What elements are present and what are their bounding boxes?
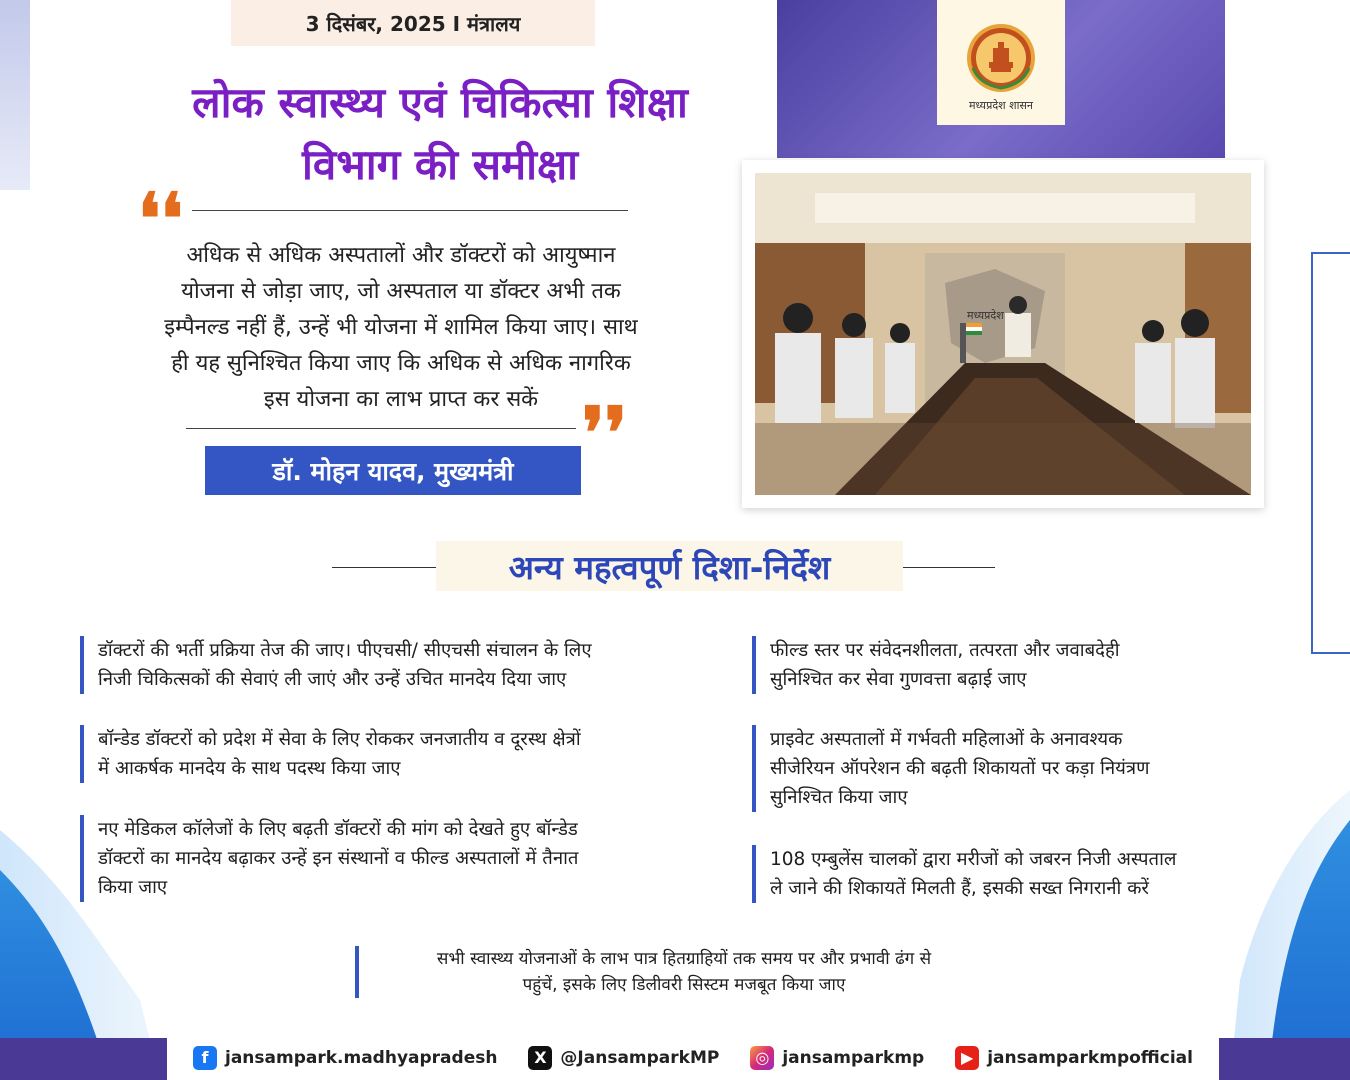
facebook-link[interactable] <box>193 1046 497 1070</box>
directive-line: प्राइवेट अस्पतालों में गर्भवती महिलाओं के अनावश्यक <box>770 729 1123 750</box>
divider <box>192 210 628 211</box>
decor-right-frame <box>1311 252 1350 654</box>
logo-caption: मध्यप्रदेश शासन <box>968 99 1034 112</box>
directive-line: सभी स्वास्थ्य योजनाओं के लाभ पात्र हितग्राहियों तक समय पर और प्रभावी ढंग से <box>436 949 932 969</box>
social-footer <box>167 1035 1219 1080</box>
facebook-handle: jansampark.madhyapradesh <box>225 1047 498 1068</box>
decor-left-strip <box>0 0 30 190</box>
meeting-photo-frame <box>742 160 1264 508</box>
x-icon: X <box>528 1046 552 1070</box>
youtube-icon: ▶ <box>955 1046 979 1070</box>
title-line-1: लोक स्वास्थ्य एवं चिकित्सा शिक्षा <box>192 78 688 127</box>
quote-line: अधिक से अधिक अस्पतालों और डॉक्टरों को आयुष्मान <box>186 243 616 268</box>
x-handle: @JansamparkMP <box>560 1047 720 1068</box>
divider <box>332 567 436 568</box>
x-link[interactable] <box>528 1046 719 1070</box>
facebook-icon: f <box>193 1046 217 1070</box>
directive-line: फील्ड स्तर पर संवेदनशीलता, तत्परता और जवाबदेही <box>770 640 1120 661</box>
quote-line: योजना से जोड़ा जाए, जो अस्पताल या डॉक्टर अभी तक <box>181 279 621 304</box>
government-logo <box>937 0 1065 125</box>
directive-item <box>752 845 1312 903</box>
quote-line: इम्पैनल्ड नहीं हैं, उन्हें भी योजना में शामिल किया जाए। साथ <box>164 315 638 340</box>
speaker-badge: डॉ. मोहन यादव, मुख्यमंत्री <box>205 446 581 495</box>
date-label: 3 दिसंबर, 2025 I मंत्रालय <box>231 0 595 46</box>
quote-open-icon: ❛❛ <box>138 177 184 260</box>
directive-line: सीजेरियन ऑपरेशन की बढ़ती शिकायतों पर कड़ा नियंत्रण <box>770 758 1150 779</box>
directive-item <box>752 725 1312 812</box>
directive-line: सुनिश्चित किया जाए <box>770 787 908 808</box>
youtube-handle: jansamparkmpofficial <box>987 1047 1193 1068</box>
directive-line: निजी चिकित्सकों की सेवाएं ली जाएं और उन्हें उचित मानदेय दिया जाए <box>98 669 567 690</box>
page-title <box>100 72 780 196</box>
directive-item <box>752 636 1312 694</box>
instagram-link[interactable] <box>750 1046 924 1070</box>
section-title: अन्य महत्वपूर्ण दिशा-निर्देश <box>436 541 903 591</box>
directive-line: सुनिश्चित कर सेवा गुणवत्ता बढ़ाई जाए <box>770 669 1027 690</box>
quote-line: ही यह सुनिश्चित किया जाए कि अधिक से अधिक नागरिक <box>171 351 631 376</box>
instagram-handle: jansamparkmp <box>782 1047 925 1068</box>
directive-line: किया जाए <box>98 877 168 898</box>
quote-line: इस योजना का लाभ प्राप्त कर सकें <box>263 387 539 412</box>
divider <box>903 567 995 568</box>
directive-line: ले जाने की शिकायतें मिलती हैं, इसकी सख्त निगरानी करें <box>770 878 1149 899</box>
meeting-photo <box>755 173 1251 495</box>
directive-line: नए मेडिकल कॉलेजों के लिए बढ़ती डॉक्टरों की मांग को देखते हुए बॉन्डेड <box>98 819 578 840</box>
divider <box>186 428 576 429</box>
mp-emblem-icon <box>965 22 1037 94</box>
directive-item <box>80 636 720 694</box>
quote-close-icon: ❜❜ <box>582 391 628 474</box>
title-line-2: विभाग की समीक्षा <box>301 140 579 189</box>
directive-line: बॉन्डेड डॉक्टरों को प्रदेश में सेवा के लिए रोककर जनजातीय व दूरस्थ क्षेत्रों <box>98 729 581 750</box>
directive-item <box>80 725 720 783</box>
youtube-link[interactable] <box>955 1046 1193 1070</box>
directive-item <box>355 946 995 998</box>
directive-line: डॉक्टरों का मानदेय बढ़ाकर उन्हें इन संस्थानों व फील्ड अस्पतालों में तैनात <box>98 848 579 869</box>
directive-line: में आकर्षक मानदेय के साथ पदस्थ किया जाए <box>98 758 401 779</box>
directive-item <box>80 815 720 902</box>
directive-line: पहुंचें, इसके लिए डिलीवरी सिस्टम मजबूत किया जाए <box>522 975 846 995</box>
map-label: मध्यप्रदेश <box>967 309 1004 322</box>
directive-line: 108 एम्बुलेंस चालकों द्वारा मरीजों को जबरन निजी अस्पताल <box>770 849 1177 870</box>
instagram-icon: ◎ <box>750 1046 774 1070</box>
directive-line: डॉक्टरों की भर्ती प्रक्रिया तेज की जाए। पीएचसी/ सीएचसी संचालन के लिए <box>98 640 592 661</box>
